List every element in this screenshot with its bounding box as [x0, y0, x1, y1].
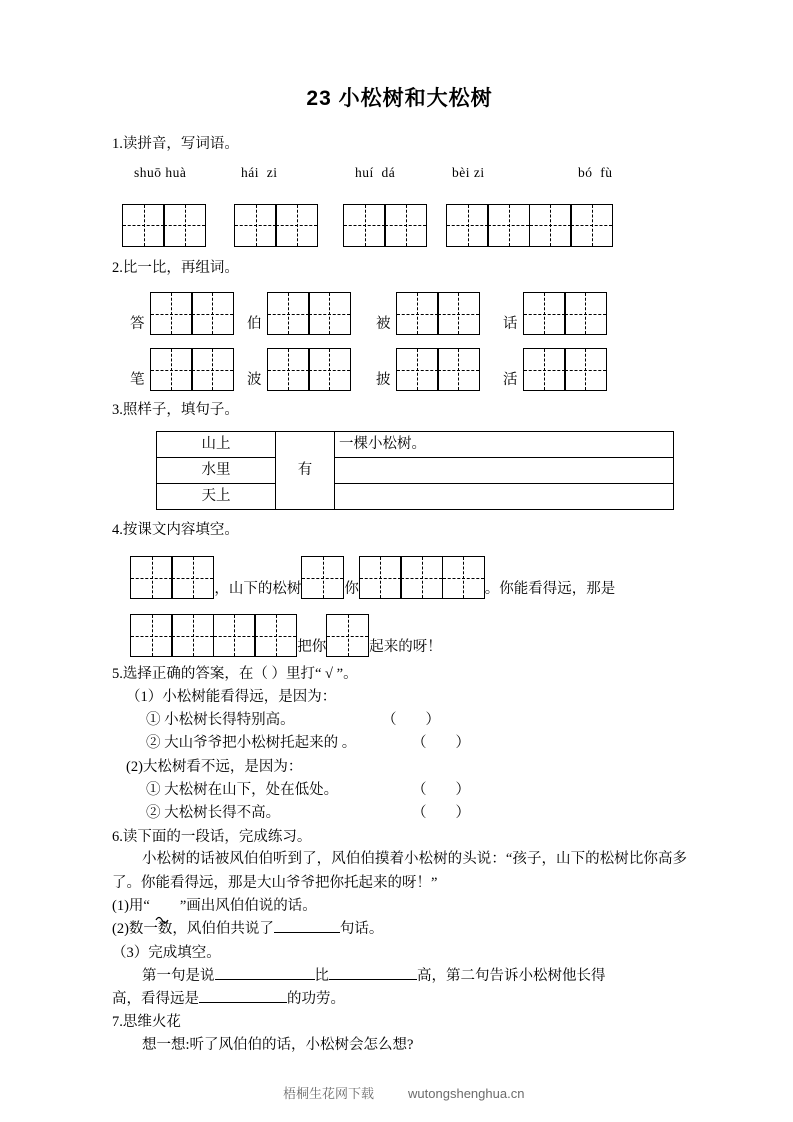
- tianzige-cell[interactable]: [308, 292, 351, 335]
- answer-blank[interactable]: [215, 979, 315, 980]
- tianzige-cell[interactable]: [523, 292, 566, 335]
- tianzige-cell[interactable]: [446, 204, 489, 247]
- tianzige-group[interactable]: [130, 614, 297, 657]
- tianzige-cell[interactable]: [130, 614, 173, 657]
- tianzige-cell[interactable]: [150, 348, 193, 391]
- tianzige-cell[interactable]: [171, 556, 214, 599]
- question-2-heading: 2.比一比，再组词。: [112, 259, 239, 276]
- pinyin-shuohua: shuō huà: [134, 164, 187, 180]
- sub-3-text-d: 高，看得远是: [112, 991, 199, 1008]
- tianzige-cell[interactable]: [487, 204, 530, 247]
- question-5-group-2-label: (2)大松树看不远，是因为：: [126, 758, 303, 775]
- tianzige-cell[interactable]: [171, 614, 214, 657]
- sub-3-text-a: 第一句是说: [142, 967, 215, 984]
- table-row: [157, 431, 674, 457]
- tianzige-group[interactable]: [267, 292, 351, 335]
- sub-3-text-b: 比: [314, 967, 329, 984]
- tianzige-cell[interactable]: [191, 348, 234, 391]
- fill-text: 起来的呀！: [369, 639, 442, 656]
- tianzige-cell[interactable]: [308, 348, 351, 391]
- tianzige-cell[interactable]: [275, 204, 318, 247]
- tianzige-cell[interactable]: [564, 348, 607, 391]
- tianzige-cell[interactable]: [191, 292, 234, 335]
- tianzige-group[interactable]: [130, 556, 214, 599]
- table-cell-you: 有: [276, 431, 335, 509]
- compare-char: 答: [130, 316, 145, 333]
- pinyin-haizi: hái zi: [241, 164, 278, 180]
- compare-char: 话: [503, 316, 518, 333]
- tianzige-cell[interactable]: [564, 292, 607, 335]
- compare-unit-bo2: [247, 348, 351, 391]
- tianzige-cell[interactable]: [150, 292, 193, 335]
- question-6-sub-3-line-1: [112, 965, 687, 988]
- tianzige-cell[interactable]: [570, 204, 613, 247]
- question-1-answer-boxes: [112, 197, 687, 247]
- option-marker: ②: [146, 805, 161, 822]
- tianzige-group[interactable]: [396, 292, 480, 335]
- answer-blank[interactable]: [274, 932, 340, 933]
- sub-2-pre: (2)数一数，风伯伯共说了: [112, 921, 274, 938]
- tianzige-group[interactable]: [267, 348, 351, 391]
- table-cell-place: 天上: [157, 483, 276, 509]
- question-6-sub-1: [112, 895, 687, 918]
- question-5-heading: 5.选择正确的答案，在（ ）里打“ √ ”。: [112, 666, 358, 683]
- reading-passage: 小松树的话被风伯伯听到了，风伯伯摸着小松树的头说：“孩子，山下的松树比你高多了。你能看得远，那是大山爷爷把你托起来的呀！”: [112, 851, 687, 891]
- tianzige-group[interactable]: [326, 614, 369, 657]
- compare-row-1: [112, 285, 687, 335]
- fill-text: 。你能看得远，那是: [484, 581, 616, 598]
- table-cell-answer[interactable]: [335, 483, 674, 509]
- tianzige-cell[interactable]: [359, 556, 402, 599]
- tianzige-group[interactable]: [343, 204, 427, 247]
- answer-blank[interactable]: [199, 1002, 287, 1003]
- question-5-option-2a[interactable]: [112, 779, 687, 802]
- tianzige-group[interactable]: [122, 204, 206, 247]
- sub-1-pre: (1)用“: [112, 898, 150, 915]
- tianzige-group[interactable]: [150, 292, 234, 335]
- footer-site-url: wutongshenghua.cn: [408, 1086, 525, 1101]
- question-4-heading: 4.按课文内容填空。: [112, 521, 239, 538]
- answer-parenthesis[interactable]: （ ）: [382, 711, 440, 728]
- compare-char: 活: [503, 372, 518, 389]
- option-text: 大山爷爷把小松树托起来的 。: [164, 735, 357, 752]
- answer-parenthesis[interactable]: （ ）: [412, 781, 470, 798]
- sub-3-text-c: 高，第二句告诉小松树他长得: [417, 967, 606, 984]
- question-7-heading: 7.思维火花: [112, 1014, 181, 1031]
- tianzige-cell[interactable]: [529, 204, 572, 247]
- question-6-sub-3-label: （3）完成填空。: [112, 944, 221, 961]
- tianzige-group[interactable]: [523, 348, 607, 391]
- tianzige-group[interactable]: [446, 204, 613, 247]
- compare-unit-huo: [503, 348, 607, 391]
- compare-row-2: [112, 341, 687, 391]
- question-3-heading: 3.照样子，填句子。: [112, 402, 239, 419]
- pinyin-huida: huí dá: [355, 164, 396, 180]
- tianzige-cell[interactable]: [400, 556, 443, 599]
- tianzige-cell[interactable]: [267, 292, 310, 335]
- tianzige-cell[interactable]: [326, 614, 369, 657]
- table-row: [157, 483, 674, 509]
- tianzige-cell[interactable]: [437, 348, 480, 391]
- question-5-option-2b[interactable]: [112, 802, 687, 825]
- question-4-line-2: [112, 605, 687, 657]
- compare-char: 波: [247, 372, 262, 389]
- table-cell-answer[interactable]: [335, 457, 674, 483]
- tianzige-cell[interactable]: [384, 204, 427, 247]
- tianzige-cell[interactable]: [213, 614, 256, 657]
- sentence-pattern-table: [156, 431, 674, 510]
- tianzige-cell[interactable]: [396, 292, 439, 335]
- option-text: 小松树长得特别高。: [164, 711, 295, 728]
- tianzige-cell[interactable]: [163, 204, 206, 247]
- question-5-option-1b[interactable]: [112, 732, 687, 755]
- sub-3-text-e: 的功劳。: [287, 991, 345, 1008]
- pinyin-row: [112, 165, 687, 191]
- question-7-prompt: 想一想:听了风伯伯的话，小松树会怎么想?: [142, 1036, 414, 1053]
- fill-text: ，山下的松树: [214, 581, 302, 598]
- pinyin-beizi: bèi zi: [452, 164, 485, 180]
- footer-watermark: [0, 1068, 793, 1117]
- tianzige-group[interactable]: [234, 204, 318, 247]
- option-marker: ②: [146, 735, 161, 752]
- tianzige-cell[interactable]: [254, 614, 297, 657]
- answer-blank[interactable]: [329, 979, 417, 980]
- option-text: 大松树长得不高。: [164, 805, 281, 822]
- page-title: 23 小松树和大松树: [306, 87, 493, 110]
- sub-1-post: ”画出风伯伯说的话。: [179, 898, 317, 915]
- question-1-heading: 1.读拼音，写词语。: [112, 136, 239, 153]
- answer-parenthesis[interactable]: （ ）: [412, 805, 470, 822]
- compare-unit-bi: [130, 348, 234, 391]
- compare-unit-pi: [376, 348, 480, 391]
- compare-unit-hua: [503, 292, 607, 335]
- pinyin-bofu: bó fù: [578, 164, 613, 180]
- tianzige-cell[interactable]: [396, 348, 439, 391]
- tianzige-cell[interactable]: [442, 556, 485, 599]
- question-4-line-1: [112, 547, 687, 599]
- question-6-sub-3-line-2: [112, 988, 687, 1011]
- answer-parenthesis[interactable]: （ ）: [412, 735, 470, 752]
- tianzige-cell[interactable]: [130, 556, 173, 599]
- option-text: 大松树在山下，处在低处。: [164, 781, 339, 798]
- compare-char: 被: [376, 316, 391, 333]
- question-5-option-1a[interactable]: [112, 709, 687, 732]
- question-6-heading: 6.读下面的一段话，完成练习。: [112, 828, 312, 845]
- tianzige-cell[interactable]: [267, 348, 310, 391]
- question-5-group-1-label: （1）小松树能看得远，是因为：: [126, 688, 337, 705]
- tianzige-cell[interactable]: [343, 204, 386, 247]
- table-row: [157, 457, 674, 483]
- tianzige-group[interactable]: [523, 292, 607, 335]
- table-cell-place: 水里: [157, 457, 276, 483]
- worksheet-content: [112, 86, 687, 1057]
- option-marker: ①: [146, 711, 161, 728]
- sub-2-post: 句话。: [339, 921, 384, 938]
- compare-char: 伯: [247, 316, 262, 333]
- tianzige-cell[interactable]: [122, 204, 165, 247]
- tianzige-group[interactable]: [150, 348, 234, 391]
- compare-char: 笔: [130, 372, 145, 389]
- fill-text: 把你: [297, 639, 327, 656]
- tianzige-cell[interactable]: [437, 292, 480, 335]
- tianzige-cell[interactable]: [234, 204, 277, 247]
- footer-site-name: 梧桐生花网下载: [283, 1086, 375, 1101]
- fill-text: 你: [344, 581, 359, 598]
- tianzige-cell[interactable]: [301, 556, 344, 599]
- tianzige-group[interactable]: [301, 556, 344, 599]
- tianzige-group[interactable]: [396, 348, 480, 391]
- tianzige-cell[interactable]: [523, 348, 566, 391]
- compare-unit-bo: [247, 292, 351, 335]
- compare-unit-bei: [376, 292, 480, 335]
- compare-unit-da: [130, 292, 234, 335]
- table-cell-answer[interactable]: 一棵小松树。: [335, 431, 674, 457]
- table-cell-place: 山上: [157, 431, 276, 457]
- tianzige-group[interactable]: [359, 556, 485, 599]
- option-marker: ①: [146, 781, 161, 798]
- question-6-sub-2: [112, 918, 687, 941]
- compare-char: 披: [376, 372, 391, 389]
